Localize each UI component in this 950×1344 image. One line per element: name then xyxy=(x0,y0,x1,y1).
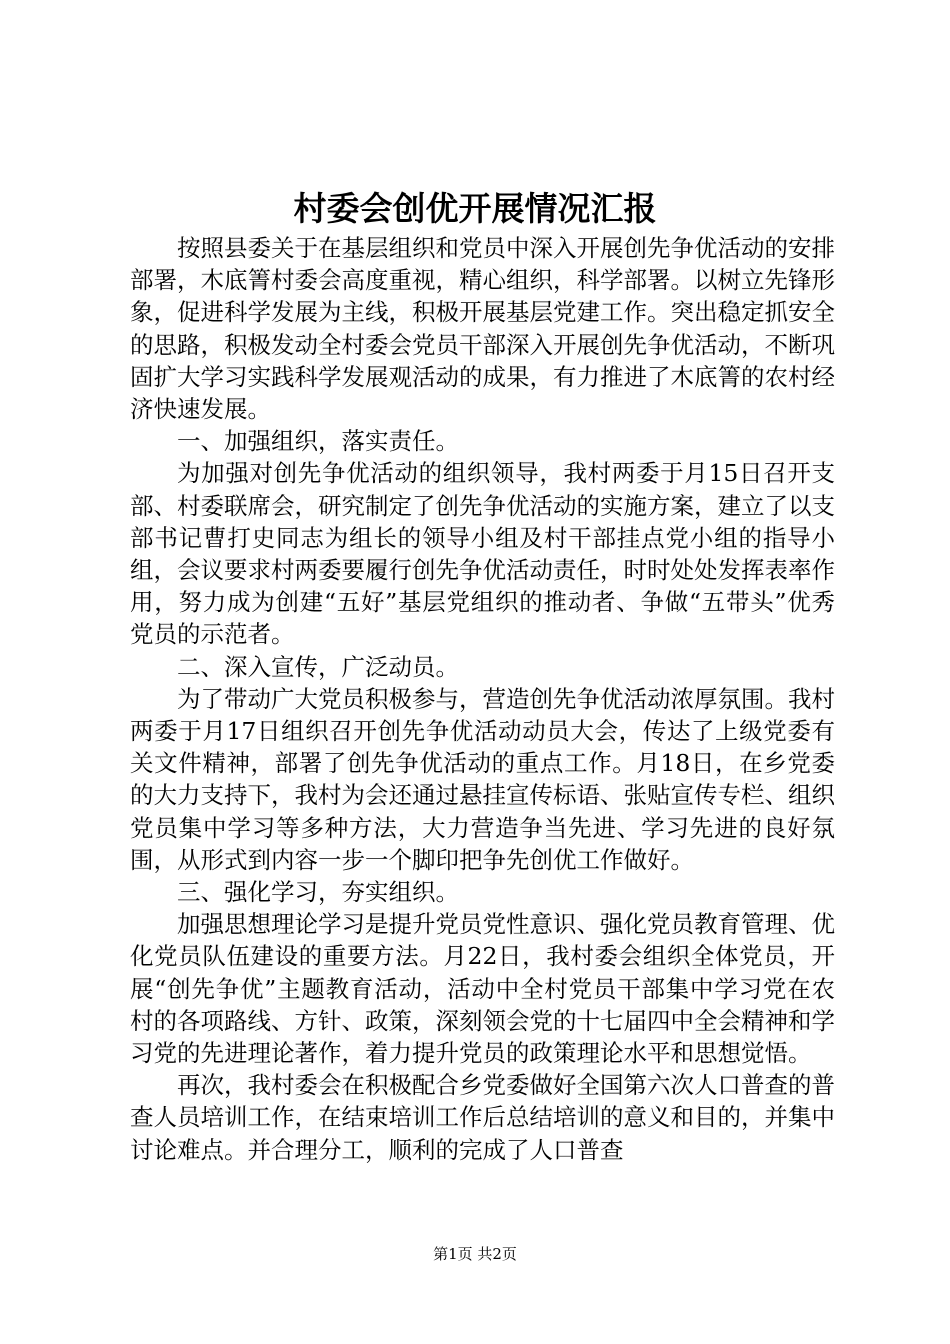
section-heading-3: 三、强化学习，夯实组织。 xyxy=(177,878,459,907)
paragraph-continuation: 再次，我村委会在积极配合乡党委做好全国第六次人口普查的普查人员培训工作，在结束培训工作后总结培训的意义和目的，并集中讨论难点。并合理分工，顺利的完成了人口普查 xyxy=(130,1071,835,1164)
page-number-footer: 第1页 共2页 xyxy=(433,1245,517,1263)
paragraph-section-2: 为了带动广大党员积极参与，营造创先争优活动浓厚氛围。我村两委于月17日组织召开创先争优活动动员大会，传达了上级党委有关文件精神，部署了创先争优活动的重点工作。月18日，在乡党委的大力支持下，我村为会还通过悬挂宣传标语、张贴宣传专栏、组织党员集中学习等多种方法，大力营造争当先进、学习先进的良好氛围，从形式到内容一步一个脚印把争先创优工作做好。 xyxy=(130,684,835,874)
section-heading-2: 二、深入宣传，广泛动员。 xyxy=(177,652,459,681)
paragraph-intro: 按照县委关于在基层组织和党员中深入开展创先争优活动的安排部署，木底箐村委会高度重视，精心组织，科学部署。以树立先锋形象，促进科学发展为主线，积极开展基层党建工作。突出稳定抓安全的思路，积极发动全村委会党员干部深入开展创先争优活动，不断巩固扩大学习实践科学发展观活动的成果，有力推进了木底箐的农村经济快速发展。 xyxy=(130,234,835,424)
document-body xyxy=(130,232,835,1166)
document-title: 村委会创优开展情况汇报 xyxy=(293,189,657,228)
paragraph-section-3: 加强思想理论学习是提升党员党性意识、强化党员教育管理、优化党员队伍建设的重要方法。月22日，我村委会组织全体党员，开展“创先争优”主题教育活动，活动中全村党员干部集中学习党在农村的各项路线、方针、政策，深刻领会党的十七届四中全会精神和学习党的先进理论著作，着力提升党员的政策理论水平和思想觉悟。 xyxy=(130,910,835,1068)
paragraph-section-1: 为加强对创先争优活动的组织领导，我村两委于月15日召开支部、村委联席会，研究制定了创先争优活动的实施方案，建立了以支部书记曹打史同志为组长的领导小组及村干部挂点党小组的指导小组，会议要求村两委要履行创先争优活动责任，时时处处发挥表率作用，努力成为创建“五好”基层党组织的推动者、争做“五带头”优秀党员的示范者。 xyxy=(130,459,835,649)
section-heading-1: 一、加强组织，落实责任。 xyxy=(177,427,459,456)
